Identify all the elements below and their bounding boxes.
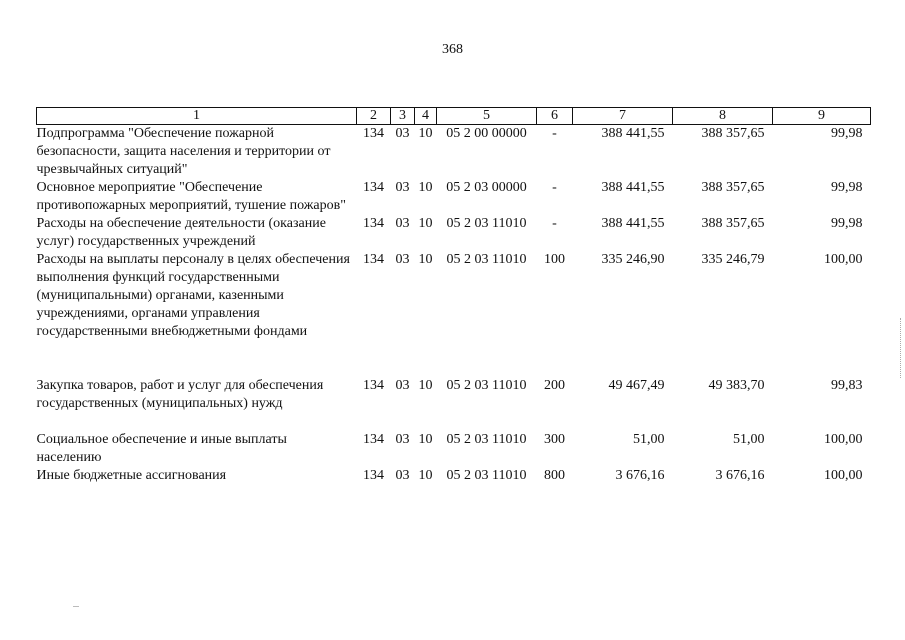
- column-number: 5: [437, 108, 537, 125]
- row-section: 03: [395, 126, 410, 141]
- column-number-header: [37, 108, 871, 125]
- table-row: [37, 431, 871, 467]
- row-code: 134: [363, 432, 384, 447]
- row-fact: 388 357,65: [701, 126, 765, 141]
- table-row: [37, 251, 871, 341]
- column-number: 6: [537, 108, 573, 125]
- row-fact: 388 357,65: [701, 180, 765, 195]
- row-target: 05 2 00 00000: [446, 126, 527, 141]
- table-row: [37, 179, 871, 215]
- column-number: 8: [673, 108, 773, 125]
- budget-table: [36, 107, 871, 485]
- row-fact: 3 676,16: [715, 468, 765, 483]
- row-percent: 100,00: [824, 432, 863, 447]
- row-section: 03: [395, 180, 410, 195]
- row-plan: 388 441,55: [601, 216, 665, 231]
- row-plan: 49 467,49: [608, 378, 665, 393]
- row-kind: 100: [544, 252, 565, 267]
- column-number: 2: [357, 108, 391, 125]
- row-name: Основное мероприятие "Обеспечение противопожарных мероприятий, тушение пожаров": [36, 180, 346, 213]
- page-number: 368: [442, 42, 463, 57]
- row-target: 05 2 03 11010: [446, 378, 527, 393]
- row-percent: 100,00: [824, 252, 863, 267]
- row-percent: 99,98: [831, 216, 863, 231]
- row-subsection: 10: [418, 378, 433, 393]
- row-fact: 49 383,70: [708, 378, 765, 393]
- row-subsection: 10: [418, 216, 433, 231]
- row-target: 05 2 03 11010: [446, 216, 527, 231]
- row-code: 134: [363, 252, 384, 267]
- row-code: 134: [363, 216, 384, 231]
- column-number: 4: [415, 108, 437, 125]
- row-subsection: 10: [418, 180, 433, 195]
- row-spacer: [37, 341, 871, 377]
- row-spacer: [37, 413, 871, 431]
- row-subsection: 10: [418, 468, 433, 483]
- row-plan: 335 246,90: [601, 252, 665, 267]
- row-name: Закупка товаров, работ и услуг для обеспечения государственных (муниципальных) нужд: [36, 378, 324, 411]
- row-code: 134: [363, 468, 384, 483]
- row-plan: 388 441,55: [601, 180, 665, 195]
- row-section: 03: [395, 468, 410, 483]
- row-percent: 99,83: [831, 378, 863, 393]
- column-number: 9: [773, 108, 871, 125]
- row-section: 03: [395, 378, 410, 393]
- row-kind: -: [552, 126, 557, 141]
- row-name: Иные бюджетные ассигнования: [36, 468, 227, 483]
- row-percent: 100,00: [824, 468, 863, 483]
- row-kind: -: [552, 180, 557, 195]
- row-name: Социальное обеспечение и иные выплаты населению: [36, 432, 287, 465]
- row-target: 05 2 03 00000: [446, 180, 527, 195]
- row-section: 03: [395, 252, 410, 267]
- row-kind: 300: [544, 432, 565, 447]
- row-plan: 51,00: [633, 432, 665, 447]
- row-target: 05 2 03 11010: [446, 432, 527, 447]
- table-row: [37, 125, 871, 180]
- scan-corner-mark: [73, 606, 79, 607]
- row-plan: 388 441,55: [601, 126, 665, 141]
- row-kind: 800: [544, 468, 565, 483]
- row-name: Расходы на обеспечение деятельности (оказание услуг) государственных учреждений: [36, 216, 326, 249]
- row-code: 134: [363, 126, 384, 141]
- row-subsection: 10: [418, 252, 433, 267]
- table-row: [37, 215, 871, 251]
- row-percent: 99,98: [831, 180, 863, 195]
- row-section: 03: [395, 216, 410, 231]
- column-number: 7: [573, 108, 673, 125]
- row-kind: 200: [544, 378, 565, 393]
- row-code: 134: [363, 180, 384, 195]
- row-fact: 388 357,65: [701, 216, 765, 231]
- row-fact: 335 246,79: [701, 252, 765, 267]
- row-plan: 3 676,16: [615, 468, 665, 483]
- row-code: 134: [363, 378, 384, 393]
- row-target: 05 2 03 11010: [446, 468, 527, 483]
- scan-margin-marks: [898, 318, 901, 378]
- row-fact: 51,00: [733, 432, 765, 447]
- row-name: Расходы на выплаты персоналу в целях обеспечения выполнения функций государственными (муниципальными) органами, казенными учреждениями, органами управления государственными внебюджетными фондами: [36, 252, 350, 339]
- row-kind: -: [552, 216, 557, 231]
- row-section: 03: [395, 432, 410, 447]
- row-subsection: 10: [418, 432, 433, 447]
- row-name: Подпрограмма "Обеспечение пожарной безопасности, защита населения и территории от чрезвычайных ситуаций": [36, 126, 331, 177]
- column-number: 3: [391, 108, 415, 125]
- row-subsection: 10: [418, 126, 433, 141]
- row-percent: 99,98: [831, 126, 863, 141]
- table-row: [37, 467, 871, 485]
- table-row: [37, 377, 871, 413]
- row-target: 05 2 03 11010: [446, 252, 527, 267]
- column-number: 1: [37, 108, 357, 125]
